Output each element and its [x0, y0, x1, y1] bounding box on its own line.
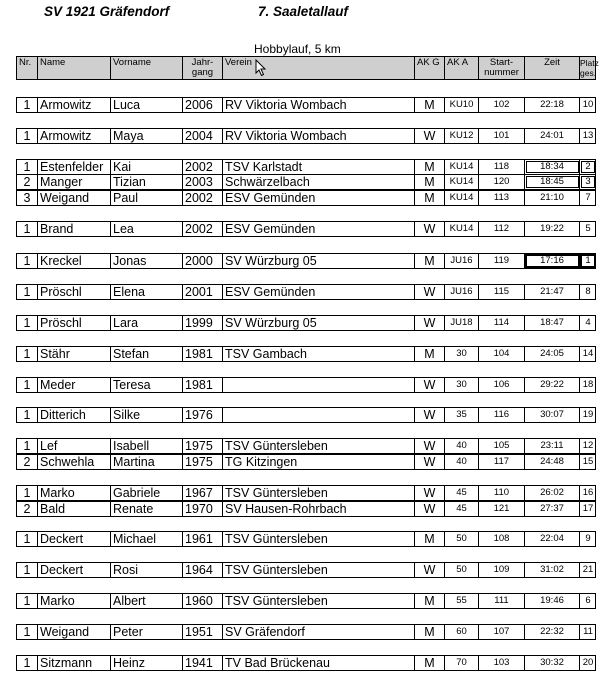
table-row [16, 190, 596, 206]
cell-name: Ditterich [38, 408, 111, 422]
cell-vorname: Michael [111, 532, 183, 546]
cell-jahrgang: 2002 [183, 160, 223, 174]
cell-verein: SV Hausen-Rohrbach [223, 502, 415, 516]
cell-verein: TSV Güntersleben [223, 532, 415, 546]
cell-name: Deckert [38, 563, 111, 577]
cell-aka: KU14 [445, 175, 479, 189]
col-header-vorname: Vorname [111, 57, 183, 79]
cell-start: 108 [479, 532, 525, 546]
cell-start: 120 [479, 175, 525, 189]
cell-aka: 40 [445, 439, 479, 453]
cell-platz: 9 [585, 533, 591, 544]
cell-platz: 10 [582, 99, 594, 110]
cell-nr: 1 [17, 347, 38, 361]
cell-akg: M [415, 656, 445, 670]
cell-verein: RV Viktoria Wombach [223, 129, 415, 143]
table-row [16, 128, 596, 144]
cell-vorname: Silke [111, 408, 183, 422]
cell-jahrgang: 1999 [183, 316, 223, 330]
cell-nr: 1 [17, 254, 38, 268]
cell-name: Lef [38, 439, 111, 453]
cell-platz: 16 [582, 487, 594, 498]
cell-zeit: 22:18 [525, 98, 580, 112]
cell-jahrgang: 2000 [183, 254, 223, 268]
cell-jahrgang: 2004 [183, 129, 223, 143]
table-row [16, 97, 596, 113]
cell-platz: 5 [585, 223, 591, 234]
cell-jahrgang: 1975 [183, 439, 223, 453]
cell-verein: ESV Gemünden [223, 191, 415, 205]
cell-verein: TSV Güntersleben [223, 563, 415, 577]
cell-name: Manger [38, 175, 111, 189]
cell-name: Estenfelder [38, 160, 111, 174]
cell-zeit: 21:10 [525, 191, 580, 205]
cell-aka: 50 [445, 532, 479, 546]
table-row [16, 562, 596, 578]
cell-vorname: Luca [111, 98, 183, 112]
cell-vorname: Maya [111, 129, 183, 143]
cell-aka: KU10 [445, 98, 479, 112]
cell-zeit: 22:32 [525, 625, 580, 639]
cell-akg: W [415, 408, 445, 422]
cell-jahrgang: 1976 [183, 408, 223, 422]
cell-akg: M [415, 625, 445, 639]
cell-name: Meder [38, 378, 111, 392]
cell-name: Schwehla [38, 455, 111, 469]
col-header-platz: Platz ges. [580, 58, 599, 78]
cell-aka: 45 [445, 486, 479, 500]
cell-aka: 35 [445, 408, 479, 422]
cell-name: Pröschl [38, 285, 111, 299]
cell-jahrgang: 2003 [183, 175, 223, 189]
cell-aka: KU14 [445, 222, 479, 236]
cell-vorname: Teresa [111, 378, 183, 392]
cell-nr: 1 [17, 625, 38, 639]
cell-nr: 1 [17, 316, 38, 330]
cell-name: Kreckel [38, 254, 111, 268]
cell-platz: 19 [582, 409, 594, 420]
col-header-name: Name [38, 57, 111, 79]
col-header-zeit: Zeit [525, 57, 580, 79]
cell-akg: M [415, 347, 445, 361]
cell-vorname: Elena [111, 285, 183, 299]
col-header-nr: Nr. [17, 57, 38, 79]
cell-start: 101 [479, 129, 525, 143]
cell-zeit: 21:47 [525, 285, 580, 299]
cell-zeit: 19:22 [525, 222, 580, 236]
cell-start: 121 [479, 502, 525, 516]
cell-verein: TV Bad Brückenau [223, 656, 415, 670]
col-header-verein: Verein [223, 57, 415, 79]
cell-akg: W [415, 129, 445, 143]
cell-start: 113 [479, 191, 525, 205]
table-row [16, 438, 596, 454]
cell-nr: 1 [17, 408, 38, 422]
cell-aka: 30 [445, 347, 479, 361]
cell-aka: 60 [445, 625, 479, 639]
cell-akg: M [415, 160, 445, 174]
cell-verein [223, 378, 415, 392]
cell-nr: 2 [17, 455, 38, 469]
cell-akg: M [415, 175, 445, 189]
cell-platz: 14 [582, 348, 594, 359]
cell-platz: 7 [585, 192, 591, 203]
cell-platz: 18 [582, 379, 594, 390]
cell-zeit: 29:22 [525, 378, 580, 392]
mouse-cursor-icon [255, 59, 267, 77]
cell-akg: W [415, 222, 445, 236]
cell-zeit: 23:11 [525, 439, 580, 453]
cell-jahrgang: 1961 [183, 532, 223, 546]
cell-zeit: 24:48 [525, 455, 580, 469]
cell-verein: ESV Gemünden [223, 285, 415, 299]
cell-platz: 8 [585, 286, 591, 297]
cell-vorname: Rosi [111, 563, 183, 577]
cell-platz: 6 [585, 595, 591, 606]
cell-start: 116 [479, 408, 525, 422]
cell-vorname: Peter [111, 625, 183, 639]
cell-name: Armowitz [38, 98, 111, 112]
cell-start: 112 [479, 222, 525, 236]
cell-zeit: 30:07 [525, 408, 580, 422]
cell-start: 106 [479, 378, 525, 392]
cell-verein: SV Würzburg 05 [223, 254, 415, 268]
cell-jahrgang: 2002 [183, 222, 223, 236]
cell-start: 102 [479, 98, 525, 112]
cell-platz: 15 [582, 456, 594, 467]
cell-nr: 2 [17, 502, 38, 516]
cell-start: 105 [479, 439, 525, 453]
cell-nr: 1 [17, 439, 38, 453]
club-title: SV 1921 Gräfendorf [44, 4, 170, 19]
cell-platz: 11 [583, 626, 593, 637]
cell-start: 117 [479, 455, 525, 469]
cell-name: Bald [38, 502, 111, 516]
table-row [16, 531, 596, 547]
cell-nr: 1 [17, 563, 38, 577]
cell-aka: 30 [445, 378, 479, 392]
cell-nr: 1 [17, 656, 38, 670]
cell-vorname: Lara [111, 316, 183, 330]
cell-zeit: 22:04 [525, 532, 580, 546]
cell-name: Deckert [38, 532, 111, 546]
cell-zeit: 31:02 [525, 563, 580, 577]
cell-jahrgang: 1964 [183, 563, 223, 577]
col-header-aka: AK A [445, 57, 479, 79]
cell-name: Stähr [38, 347, 111, 361]
cell-akg: M [415, 594, 445, 608]
cell-akg: W [415, 439, 445, 453]
cell-nr: 1 [17, 486, 38, 500]
table-row [16, 655, 596, 671]
cell-jahrgang: 2006 [183, 98, 223, 112]
cell-akg: M [415, 191, 445, 205]
cell-verein [223, 408, 415, 422]
cell-akg: M [415, 254, 445, 268]
cell-start: 110 [479, 486, 525, 500]
cell-aka: JU16 [445, 285, 479, 299]
cell-vorname: Kai [111, 160, 183, 174]
cell-jahrgang: 1970 [183, 502, 223, 516]
cell-verein: SV Gräfendorf [223, 625, 415, 639]
cell-verein: TSV Güntersleben [223, 486, 415, 500]
cell-nr: 1 [17, 222, 38, 236]
cell-platz: 21 [582, 564, 594, 575]
cell-jahrgang: 2001 [183, 285, 223, 299]
cell-akg: W [415, 285, 445, 299]
table-row [16, 253, 596, 269]
table-row [16, 501, 596, 517]
cell-zeit: 24:05 [525, 347, 580, 361]
cell-platz: 20 [582, 657, 594, 668]
cell-aka: KU12 [445, 129, 479, 143]
cell-start: 104 [479, 347, 525, 361]
cell-nr: 1 [17, 532, 38, 546]
cell-platz: 13 [582, 130, 594, 141]
cell-verein: RV Viktoria Wombach [223, 98, 415, 112]
cell-aka: KU14 [445, 191, 479, 205]
cell-zeit: 18:34 [525, 160, 580, 174]
cell-name: Weigand [38, 625, 111, 639]
cell-vorname: Martina [111, 455, 183, 469]
cell-verein: Schwärzelbach [223, 175, 415, 189]
cell-platz: 3 [580, 175, 596, 189]
table-row [16, 221, 596, 237]
cell-vorname: Gabriele [111, 486, 183, 500]
cell-platz: 12 [582, 440, 594, 451]
cell-jahrgang: 2002 [183, 191, 223, 205]
cell-vorname: Tizian [111, 175, 183, 189]
table-header [16, 56, 599, 80]
cell-verein: SV Würzburg 05 [223, 316, 415, 330]
cell-akg: W [415, 502, 445, 516]
table-row [16, 159, 596, 175]
cell-name: Weigand [38, 191, 111, 205]
cell-zeit: 19:46 [525, 594, 580, 608]
cell-start: 115 [479, 285, 525, 299]
cell-platz: 1 [580, 254, 596, 268]
cell-start: 107 [479, 625, 525, 639]
cell-name: Armowitz [38, 129, 111, 143]
cell-zeit: 26:02 [525, 486, 580, 500]
cell-name: Marko [38, 486, 111, 500]
cell-vorname: Isabell [111, 439, 183, 453]
cell-name: Sitzmann [38, 656, 111, 670]
cell-akg: W [415, 316, 445, 330]
table-row [16, 485, 596, 501]
table-row [16, 284, 596, 300]
cell-jahrgang: 1967 [183, 486, 223, 500]
cell-verein: TSV Güntersleben [223, 594, 415, 608]
cell-verein: ESV Gemünden [223, 222, 415, 236]
col-header-startnummer: Start- nummer [479, 57, 525, 79]
cell-platz: 17 [582, 503, 594, 514]
cell-verein: TG Kitzingen [223, 455, 415, 469]
cell-start: 119 [479, 254, 525, 268]
cell-name: Pröschl [38, 316, 111, 330]
cell-nr: 1 [17, 285, 38, 299]
cell-start: 111 [479, 594, 525, 608]
cell-akg: M [415, 532, 445, 546]
cell-zeit: 18:47 [525, 316, 580, 330]
cell-platz: 2 [580, 160, 596, 174]
race-title: 7. Saaletallauf [258, 4, 349, 19]
cell-aka: JU18 [445, 316, 479, 330]
cell-zeit: 30:32 [525, 656, 580, 670]
cell-zeit: 18:45 [525, 175, 580, 189]
table-row [16, 624, 596, 640]
cell-jahrgang: 1981 [183, 378, 223, 392]
cell-aka: 55 [445, 594, 479, 608]
cell-jahrgang: 1960 [183, 594, 223, 608]
col-header-akg: AK G [415, 57, 445, 79]
cell-nr: 1 [17, 98, 38, 112]
cell-aka: JU16 [445, 254, 479, 268]
cell-nr: 2 [17, 175, 38, 189]
cell-akg: W [415, 563, 445, 577]
cell-aka: 70 [445, 656, 479, 670]
category-title: Hobbylauf, 5 km [254, 42, 341, 56]
cell-akg: W [415, 486, 445, 500]
cell-nr: 1 [17, 129, 38, 143]
cell-verein: TSV Güntersleben [223, 439, 415, 453]
cell-vorname: Paul [111, 191, 183, 205]
cell-aka: 50 [445, 563, 479, 577]
cell-nr: 3 [17, 191, 38, 205]
cell-nr: 1 [17, 160, 38, 174]
cell-zeit: 27:37 [525, 502, 580, 516]
cell-jahrgang: 1941 [183, 656, 223, 670]
table-row [16, 593, 596, 609]
cell-vorname: Albert [111, 594, 183, 608]
col-header-jahrgang: Jahr- gang [183, 57, 223, 79]
cell-jahrgang: 1951 [183, 625, 223, 639]
cell-name: Marko [38, 594, 111, 608]
cell-platz: 4 [585, 317, 591, 328]
cell-aka: 40 [445, 455, 479, 469]
cell-vorname: Renate [111, 502, 183, 516]
cell-akg: M [415, 98, 445, 112]
cell-start: 114 [479, 316, 525, 330]
cell-nr: 1 [17, 594, 38, 608]
table-row [16, 346, 596, 362]
cell-zeit: 24:01 [525, 129, 580, 143]
cell-vorname: Stefan [111, 347, 183, 361]
cell-vorname: Heinz [111, 656, 183, 670]
cell-akg: W [415, 378, 445, 392]
cell-start: 118 [479, 160, 525, 174]
cell-jahrgang: 1975 [183, 455, 223, 469]
cell-aka: 45 [445, 502, 479, 516]
cell-zeit: 17:16 [525, 254, 580, 268]
table-row [16, 377, 596, 393]
cell-nr: 1 [17, 378, 38, 392]
cell-jahrgang: 1981 [183, 347, 223, 361]
table-row [16, 315, 596, 331]
cell-name: Brand [38, 222, 111, 236]
table-row [16, 407, 596, 423]
cell-start: 109 [479, 563, 525, 577]
table-row [16, 174, 596, 190]
cell-verein: TSV Karlstadt [223, 160, 415, 174]
cell-aka: KU14 [445, 160, 479, 174]
cell-vorname: Jonas [111, 254, 183, 268]
cell-start: 103 [479, 656, 525, 670]
table-row [16, 454, 596, 470]
cell-akg: W [415, 455, 445, 469]
cell-vorname: Lea [111, 222, 183, 236]
cell-verein: TSV Gambach [223, 347, 415, 361]
